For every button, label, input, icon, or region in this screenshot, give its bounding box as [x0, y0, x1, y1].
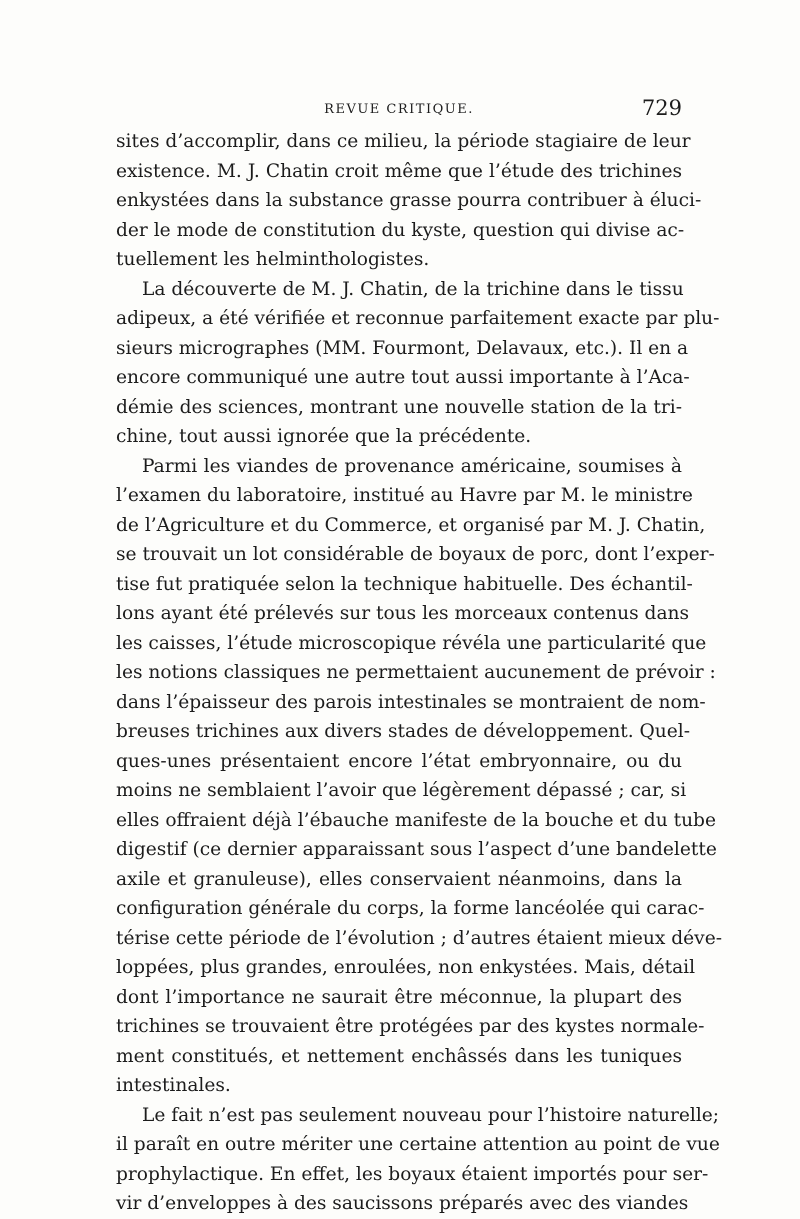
text-line: tise fut pratiquée selon la technique habituelle. Des échantil-	[116, 573, 693, 595]
text-line: de l’Agriculture et du Commerce, et organisé par M. J. Chatin,	[116, 514, 706, 536]
page-number: 729	[641, 96, 682, 120]
body-text	[116, 127, 722, 1219]
text-line: démie des sciences, montrant une nouvelle station de la tri-	[116, 396, 682, 418]
text-line: loppées, plus grandes, enroulées, non enkystées. Mais, détail	[116, 957, 696, 978]
text-line: digestif (ce dernier apparaissant sous l’aspect d’une bandelette	[116, 839, 717, 860]
running-head	[116, 96, 682, 120]
text-line: dont l’importance ne saurait être méconnue, la plupart des	[116, 986, 682, 1008]
paragraph-4	[116, 1101, 720, 1219]
text-line: existence. M. J. Chatin croit même que l’étude des trichines	[116, 160, 682, 182]
text-line: Le fait n’est pas seulement nouveau pour l’histoire naturelle;	[142, 1104, 720, 1126]
text-line: sites d’accomplir, dans ce milieu, la période stagiaire de leur	[116, 131, 691, 152]
text-line: moins ne semblaient l’avoir que légèrement dépassé ; car, si	[116, 780, 687, 801]
text-line: elles offraient déjà l’ébauche manifeste de la bouche et du tube	[116, 809, 716, 831]
text-line: il paraît en outre mériter une certaine attention au point de vue	[116, 1134, 720, 1155]
text-line: axile et granuleuse), elles conservaient néanmoins, dans la	[116, 868, 682, 890]
text-line: térise cette période de l’évolution ; d’autres étaient mieux déve-	[116, 927, 722, 949]
text-line: les notions classiques ne permettaient aucunement de prévoir :	[116, 662, 716, 683]
text-line: l’examen du laboratoire, institué au Havre par M. le ministre	[116, 485, 693, 506]
paragraph-1	[116, 127, 702, 275]
paragraph-2	[116, 275, 720, 452]
text-line: lons ayant été prélevés sur tous les morceaux contenus dans	[116, 603, 690, 624]
text-line: tuellement les helminthologistes.	[116, 249, 430, 270]
text-line: La découverte de M. J. Chatin, de la trichine dans le tissu	[142, 278, 684, 300]
text-line: sieurs micrographes (MM. Fourmont, Delavaux, etc.). Il en a	[116, 337, 689, 359]
text-line: Parmi les viandes de provenance américaine, soumises à	[142, 455, 682, 477]
text-line: vir d’enveloppes à des saucissons préparés avec des viandes	[116, 1193, 689, 1214]
paragraph-3	[116, 452, 722, 1101]
text-line: les caisses, l’étude microscopique révéla une particularité que	[116, 632, 707, 654]
text-line: prophylactique. En effet, les boyaux étaient importés pour ser-	[116, 1163, 709, 1185]
text-line: intestinales.	[116, 1075, 231, 1096]
text-line: encore communiqué une autre tout aussi importante à l’Aca-	[116, 367, 690, 388]
text-line: chine, tout aussi ignorée que la précédente.	[116, 426, 532, 447]
text-line: dans l’épaisseur des parois intestinales se montraient de nom-	[116, 691, 706, 713]
text-line: der le mode de constitution du kyste, question qui divise ac-	[116, 219, 685, 241]
text-line: configuration générale du corps, la forme lancéolée qui carac-	[116, 898, 705, 919]
text-line: ment constitués, et nettement enchâssés dans les tuniques	[116, 1045, 682, 1067]
text-line: trichines se trouvaient être protégées par des kystes normale-	[116, 1016, 705, 1037]
running-title: REVUE CRITIQUE.	[324, 102, 474, 117]
text-line: breuses trichines aux divers stades de développement. Quel-	[116, 721, 690, 742]
text-line: enkystées dans la substance grasse pourra contribuer à éluci-	[116, 190, 702, 211]
text-line: adipeux, a été vérifiée et reconnue parfaitement exacte par plu-	[116, 308, 720, 329]
text-line: ques-unes présentaient encore l’état embryonnaire, ou du	[116, 750, 682, 772]
text-line: se trouvait un lot considérable de boyaux de porc, dont l’exper-	[116, 544, 715, 565]
